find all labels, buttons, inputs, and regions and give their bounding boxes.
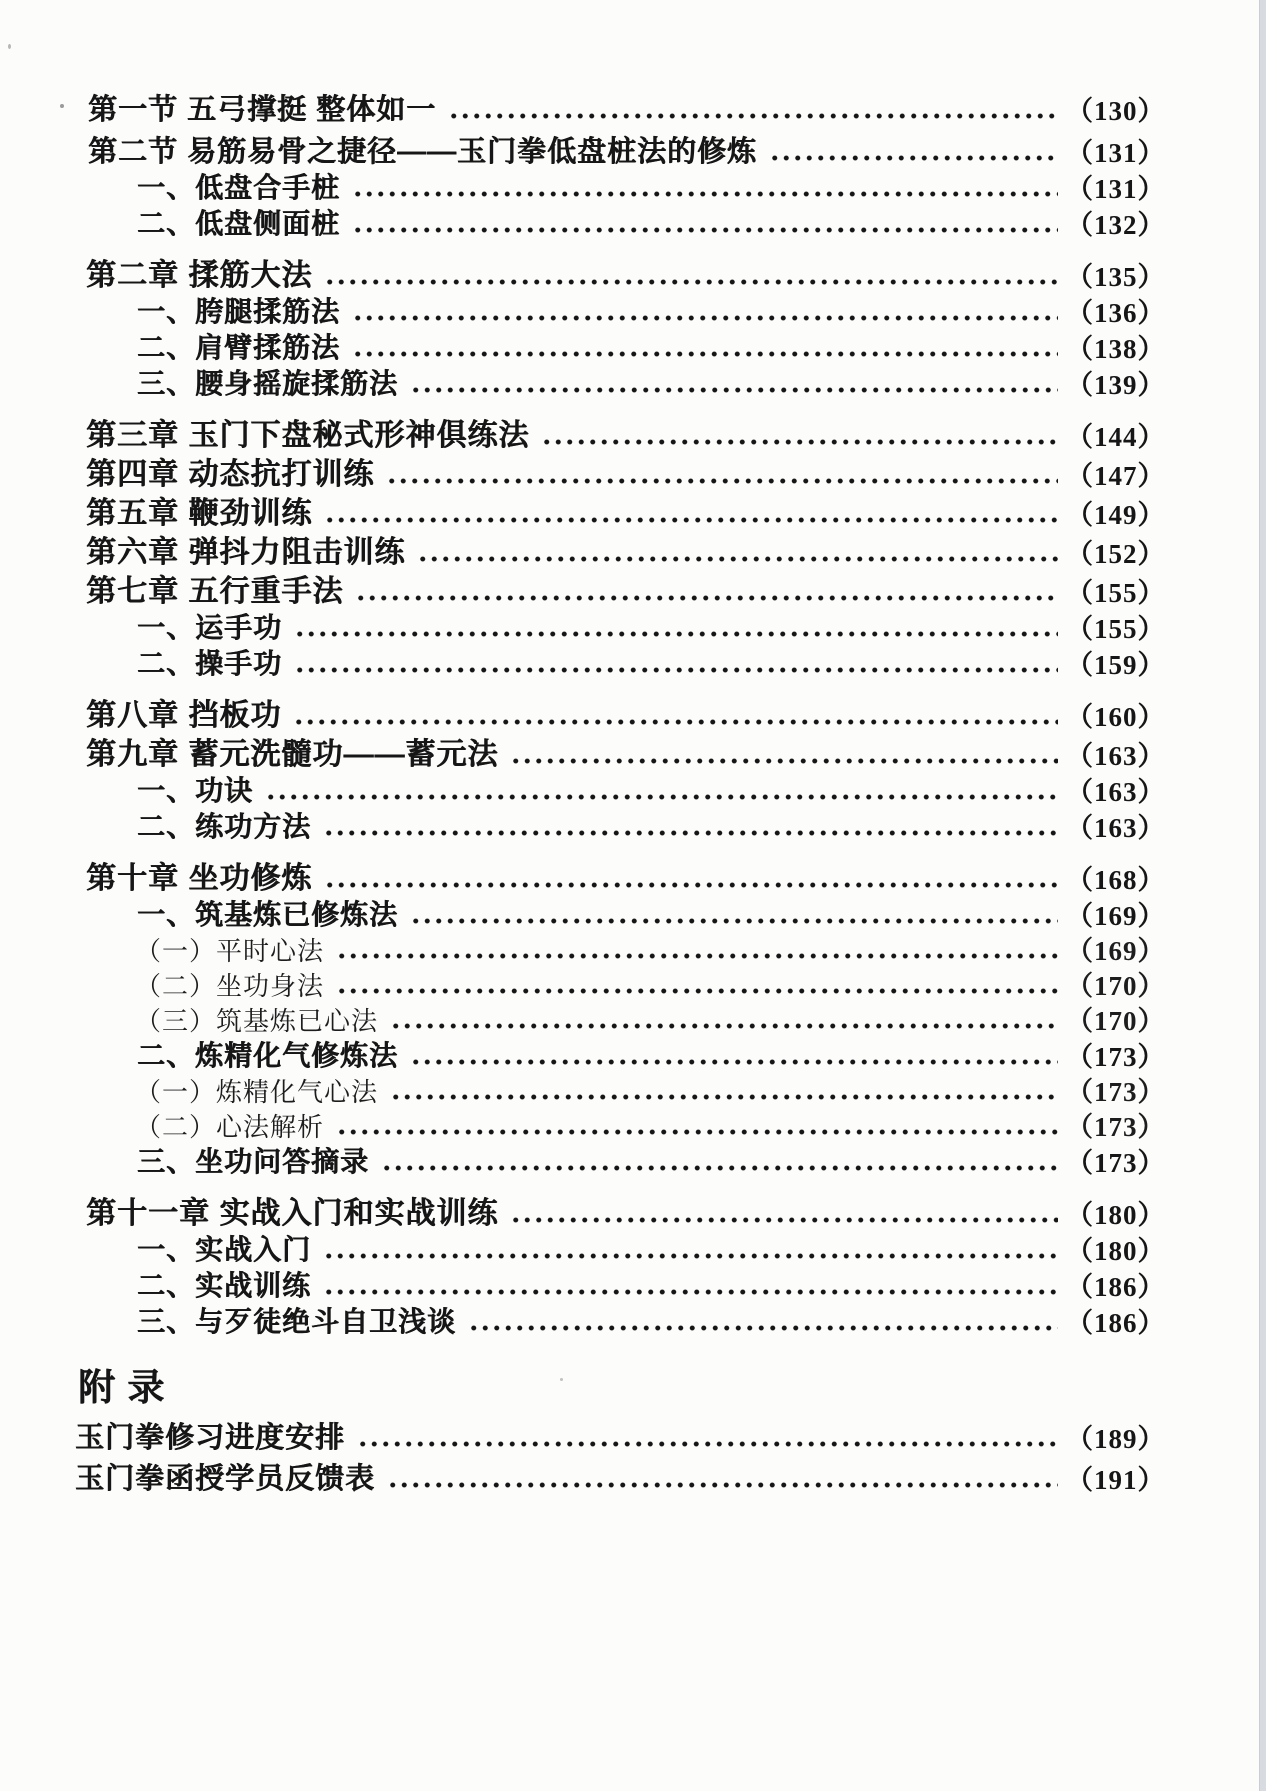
toc-entry-page: （155） (1066, 578, 1166, 608)
dot-leader (410, 1038, 1058, 1074)
toc-entry (0, 366, 1266, 402)
toc-entry (0, 1074, 1266, 1109)
dot-leader (352, 170, 1058, 206)
toc-entry-page: （186） (1066, 1308, 1166, 1338)
dot-leader (387, 1456, 1058, 1497)
dot-leader (294, 610, 1058, 646)
dot-leader (324, 858, 1058, 897)
toc-entry-page: （173） (1066, 1148, 1166, 1178)
toc-entry-page: （173） (1066, 1112, 1166, 1142)
toc-entry-page: （173） (1066, 1077, 1166, 1107)
toc-entry (0, 170, 1266, 206)
dot-leader (294, 646, 1058, 682)
toc-entry-title: 二、肩臂揉筋法 (137, 332, 341, 363)
dot-leader (381, 1144, 1058, 1180)
toc-entry-title: 一、功诀 (137, 775, 254, 806)
toc-entry-title: 三、腰身摇旋揉筋法 (137, 368, 399, 399)
toc-entry-page: （180） (1066, 1200, 1166, 1230)
toc-entry (0, 1415, 1266, 1456)
toc-entry (0, 1304, 1266, 1340)
toc-entry-title: 玉门拳修习进度安排 (75, 1422, 346, 1454)
toc-entry-title: 第二章 揉筋大法 (86, 259, 313, 292)
dot-leader (417, 532, 1058, 571)
dot-leader (448, 86, 1058, 128)
toc-entry (0, 897, 1266, 933)
dot-leader (510, 1193, 1058, 1232)
toc-entry-page: （147） (1066, 461, 1166, 491)
dot-leader (357, 1415, 1058, 1456)
toc-entry-page: （131） (1066, 174, 1166, 204)
toc-entry-title: 一、胯腿揉筋法 (137, 296, 341, 327)
toc-entry-page: （169） (1066, 901, 1166, 931)
toc-entry-title: 第七章 五行重手法 (86, 575, 344, 608)
dot-leader (352, 294, 1058, 330)
toc-entry-page: （138） (1066, 334, 1166, 364)
toc-entry-page: （163） (1066, 741, 1166, 771)
toc-entry (0, 773, 1266, 809)
toc-entry-title: 一、筑基炼已修炼法 (137, 899, 399, 930)
toc-entry-title: 二、练功方法 (137, 811, 312, 842)
scan-speck (8, 44, 11, 49)
dot-leader (336, 968, 1058, 1003)
toc-entry-title: 第六章 弹抖力阻击训练 (86, 536, 406, 569)
toc-entry-title: 一、低盘合手桩 (137, 172, 341, 203)
toc-entry (0, 968, 1266, 1003)
dot-leader (386, 454, 1058, 493)
toc-entry-title: 附 录 (78, 1367, 166, 1408)
toc-entry-title: 三、与歹徒绝斗自卫浅谈 (137, 1306, 457, 1337)
toc-entry-page: （173） (1066, 1042, 1166, 1072)
toc-entry (0, 1456, 1266, 1497)
toc-entry-page: （189） (1066, 1424, 1166, 1454)
toc-entry (0, 1232, 1266, 1268)
toc-entry-page: （168） (1066, 865, 1166, 895)
dot-leader (468, 1304, 1058, 1340)
toc-entry-title: （二）坐功身法 (135, 972, 325, 1001)
dot-leader (324, 255, 1058, 294)
toc-entry (0, 128, 1266, 170)
toc-entry-page: （130） (1066, 96, 1166, 126)
toc-entry-title: 第十一章 实战入门和实战训练 (86, 1197, 499, 1230)
toc-entry (0, 255, 1266, 294)
toc-entry-title: 二、实战训练 (137, 1270, 312, 1301)
toc-entry-title: 二、操手功 (137, 648, 283, 679)
toc-entry (0, 933, 1266, 968)
scan-speck (560, 1378, 563, 1381)
toc-entry-title: （三）筑基炼已心法 (135, 1007, 379, 1036)
toc-entry (0, 610, 1266, 646)
toc-entry-page: （149） (1066, 500, 1166, 530)
toc-entry-title: 二、炼精化气修炼法 (137, 1040, 399, 1071)
toc-entry-title: （一）炼精化气心法 (135, 1078, 379, 1107)
toc-entry (0, 330, 1266, 366)
toc-entry-title: 第五章 鞭劲训练 (86, 497, 313, 530)
toc-entry-title: 一、实战入门 (137, 1234, 312, 1265)
toc-entry (0, 646, 1266, 682)
dot-leader (390, 1003, 1058, 1038)
toc-entry-title: （二）心法解析 (135, 1113, 325, 1142)
toc-entry-page: （163） (1066, 777, 1166, 807)
toc-entry (0, 1109, 1266, 1144)
toc-entry-page: （191） (1066, 1465, 1166, 1495)
toc-entry-page: （159） (1066, 650, 1166, 680)
toc-entry (0, 1038, 1266, 1074)
toc-entry-title: 一、运手功 (137, 612, 283, 643)
dot-leader (323, 1232, 1058, 1268)
dot-leader (510, 734, 1058, 773)
toc-entry-title: 第十章 坐功修炼 (86, 862, 313, 895)
dot-leader (410, 897, 1058, 933)
toc-entry-page: （170） (1066, 971, 1166, 1001)
dot-leader (390, 1074, 1058, 1109)
dot-leader (541, 415, 1058, 454)
toc-entry-title: 第三章 玉门下盘秘式形神俱练法 (86, 419, 530, 452)
scan-edge-right (1259, 0, 1266, 1791)
toc-entry (0, 858, 1266, 897)
toc-entry-page: （180） (1066, 1236, 1166, 1266)
toc-entry-title: 第二节 易筋易骨之捷径——玉门拳低盘桩法的修炼 (88, 136, 758, 168)
toc-entry-page: （186） (1066, 1272, 1166, 1302)
toc-entry-title: 玉门拳函授学员反馈表 (75, 1463, 376, 1495)
dot-leader (323, 1268, 1058, 1304)
dot-leader (323, 809, 1058, 845)
toc-entry (0, 1003, 1266, 1038)
toc-entry-page: （132） (1066, 210, 1166, 240)
toc-entry-page: （152） (1066, 539, 1166, 569)
toc-entry-page: （155） (1066, 614, 1166, 644)
dot-leader (336, 1109, 1058, 1144)
dot-leader (265, 773, 1058, 809)
toc-entry-page: （160） (1066, 702, 1166, 732)
toc-entry (0, 809, 1266, 845)
toc-entry (0, 206, 1266, 242)
toc-entry (0, 86, 1266, 128)
toc-entry-title: 二、低盘侧面桩 (137, 208, 341, 239)
toc-entry (0, 1268, 1266, 1304)
toc-entry-title: 第一节 五弓撑挺 整体如一 (88, 94, 437, 126)
toc-entry-title: 第九章 蓄元洗髓功——蓄元法 (86, 738, 499, 771)
toc-entry (0, 1144, 1266, 1180)
dot-leader (410, 366, 1058, 402)
dot-leader (324, 493, 1058, 532)
toc-entry-title: 第四章 动态抗打训练 (86, 458, 375, 491)
scan-speck (60, 104, 64, 108)
toc-entry (0, 1193, 1266, 1232)
dot-leader (352, 330, 1058, 366)
toc-entry-page: （144） (1066, 422, 1166, 452)
toc-entry-title: （一）平时心法 (135, 937, 325, 966)
toc-entry-page: （135） (1066, 262, 1166, 292)
toc-entry (0, 294, 1266, 330)
toc-entry-page: （139） (1066, 370, 1166, 400)
toc-entry-title: 三、坐功问答摘录 (137, 1146, 370, 1177)
toc-entry (0, 734, 1266, 773)
dot-leader (355, 571, 1058, 610)
dot-leader (352, 206, 1058, 242)
toc-entry-title: 第八章 挡板功 (86, 699, 282, 732)
toc-entry (0, 1353, 1266, 1415)
toc-entry-page: （131） (1066, 138, 1166, 168)
toc-entry-page: （169） (1066, 936, 1166, 966)
toc-entry-page: （136） (1066, 298, 1166, 328)
toc-entry-page: （163） (1066, 813, 1166, 843)
dot-leader (769, 128, 1058, 170)
dot-leader (336, 933, 1058, 968)
toc-entry-page: （170） (1066, 1006, 1166, 1036)
toc-entry (0, 571, 1266, 610)
